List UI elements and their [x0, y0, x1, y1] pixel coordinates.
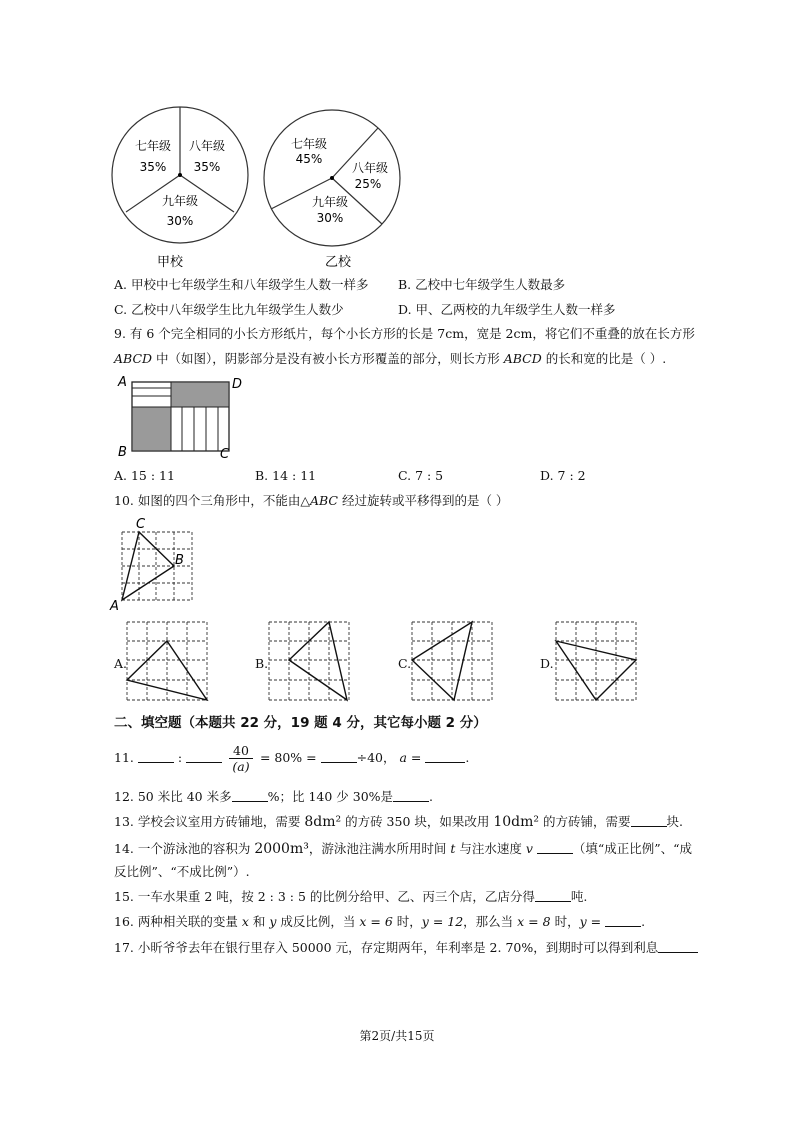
q17-blank[interactable]: [658, 940, 698, 953]
q11-fraction: [229, 743, 253, 775]
q16-c2: y = 12: [421, 914, 464, 929]
q13-p4: 块.: [666, 814, 683, 829]
q16-c3: x = 8: [517, 914, 551, 929]
q9-abcd-1: ABCD: [114, 351, 153, 366]
q10-option-a-label: A.: [114, 656, 128, 671]
pie-yi-value-9: 30%: [316, 211, 344, 225]
q10-option-b-label: B.: [255, 656, 269, 671]
q10-option-c-figure: [410, 620, 494, 702]
q16-c1: x = 6: [359, 914, 393, 929]
q10-option-c-label: C.: [398, 656, 412, 671]
q16-blank[interactable]: [605, 914, 641, 927]
q14-v: v: [525, 841, 533, 856]
q15-p1: 15. 一车水果重 2 吨，按 2 : 3 : 5 的比例分给甲、乙、丙三个店，乙店分得: [114, 889, 535, 904]
q12-p1: 12. 50 米比 40 米多: [114, 789, 232, 804]
q11-end: .: [465, 750, 470, 765]
q10-label-a: A: [110, 599, 119, 612]
pie-yi-label-8: 八年级: [351, 161, 389, 175]
q10-label-b: B: [175, 553, 184, 568]
pie-charts: [0, 0, 794, 275]
q9-tail: 的长和宽的比是（ ）.: [541, 351, 667, 366]
pie-jia-value-7: 35%: [139, 160, 167, 174]
q12-blank-1[interactable]: [232, 789, 268, 802]
q13: [114, 814, 683, 830]
q9-option-c: C. 7 : 5: [398, 468, 444, 483]
q13-p3: 的方砖铺，需要: [539, 814, 631, 829]
pie-jia-value-9: 30%: [166, 214, 194, 228]
q16-p4: 时，: [392, 914, 422, 929]
q10-option-b-figure: [267, 620, 351, 702]
q10-triangle: △ABC: [300, 493, 338, 508]
q11-frac-den: (a): [232, 758, 250, 774]
q9-text-line1: 9. 有 6 个完全相同的小长方形纸片，每个小长方形的长是 7cm，宽是 2cm，将它们不重叠的放在长方形: [114, 326, 695, 341]
q13-v1: 8dm²: [304, 814, 342, 830]
q12: [114, 789, 433, 805]
q9-abcd-2: ABCD: [503, 351, 542, 366]
q8-option-b: B. 乙校中七年级学生人数最多: [398, 277, 566, 292]
q16: [114, 914, 645, 930]
pie-jia-value-8: 35%: [193, 160, 221, 174]
pie-yi-label-9: 九年级: [311, 195, 349, 209]
q11-div: ÷40，: [356, 750, 396, 765]
q11-blank-2[interactable]: [186, 750, 222, 763]
q15-blank[interactable]: [535, 889, 571, 902]
q16-p1: 16. 两种相关联的变量: [114, 914, 242, 929]
q9-label-b: B: [118, 445, 127, 460]
q10-original-triangle: [108, 512, 208, 612]
pie-jia-label-7: 七年级: [134, 139, 172, 153]
section-2-title: 二、填空题（本题共 22 分，19 题 4 分，其它每小题 2 分）: [114, 715, 487, 731]
q11-a-eq: a =: [399, 750, 422, 765]
q9-rectangle-figure: [112, 372, 252, 462]
pie-yi-title: 乙校: [324, 255, 352, 270]
q9-text-line2: [114, 351, 666, 367]
q9-option-b: B. 14 : 11: [255, 468, 317, 483]
q9-option-a: A. 15 : 11: [114, 468, 175, 483]
q11-colon: :: [177, 750, 183, 765]
q10-head: 10. 如图的四个三角形中，不能由: [114, 493, 301, 508]
pie-jia: [112, 107, 248, 270]
pie-yi-label-7: 七年级: [290, 137, 328, 151]
q11-blank-4[interactable]: [425, 750, 465, 763]
q13-p1: 13. 学校会议室用方砖铺地，需要: [114, 814, 305, 829]
q9-label-c: C: [220, 447, 230, 462]
q16-p7: .: [641, 914, 646, 929]
q16-p3: 成反比例，当: [276, 914, 360, 929]
q11: [114, 738, 469, 778]
q13-p2: 的方砖 350 块，如果改用: [341, 814, 494, 829]
q16-p6: 时，: [550, 914, 580, 929]
q14-blank[interactable]: [537, 841, 573, 854]
q16-x: x: [241, 914, 249, 929]
q10-option-a-figure: [125, 620, 209, 702]
q14-p3: 与注水速度: [455, 841, 526, 856]
q16-c4: y =: [579, 914, 602, 929]
q14-line2: 反比例”、“不成比例”）.: [114, 864, 250, 879]
q14-p2: ，游泳池注满水所用时间: [308, 841, 451, 856]
q9-label-a: A: [118, 375, 127, 390]
q17-p1: 17. 小昕爷爷去年在银行里存入 50000 元，存定期两年，年利率是 2. 70%，到期时可以得到利息: [114, 940, 659, 955]
page-footer: 第2页/共15页: [359, 1029, 435, 1043]
q8-option-c: C. 乙校中八年级学生比九年级学生人数少: [114, 302, 344, 317]
q10-option-d-figure: [554, 620, 638, 702]
q14-t: t: [450, 841, 456, 856]
q14-v1: 2000m³: [254, 841, 309, 857]
pie-jia-title: 甲校: [156, 255, 184, 270]
q8-option-d: D. 甲、乙两校的九年级学生人数一样多: [398, 302, 616, 317]
q10-tail: 经过旋转或平移得到的是（ ）: [337, 493, 509, 508]
q15-p2: 吨.: [570, 889, 588, 904]
q11-frac-num: 40: [229, 743, 253, 759]
q12-p2: %；比 140 少 30%是: [267, 789, 394, 804]
q11-blank-3[interactable]: [321, 750, 357, 763]
pie-jia-label-9: 九年级: [161, 194, 199, 208]
q11-eq: = 80% =: [259, 750, 317, 765]
q9-option-d: D. 7 : 2: [540, 468, 586, 483]
pie-yi-value-7: 45%: [295, 152, 323, 166]
pie-yi-value-8: 25%: [354, 177, 382, 191]
q9-mid: 中（如图），阴影部分是没有被小长方形覆盖的部分，则长方形: [152, 351, 504, 366]
q12-p3: .: [429, 789, 434, 804]
q14-line1: [114, 841, 692, 857]
q11-num: 11.: [114, 750, 134, 765]
q16-p5: ，那么当: [463, 914, 518, 929]
q11-blank-1[interactable]: [138, 750, 174, 763]
q17: [114, 940, 698, 956]
q14-p1: 14. 一个游泳池的容积为: [114, 841, 255, 856]
q10-label-c: C: [136, 517, 146, 532]
q12-blank-2[interactable]: [393, 789, 429, 802]
q10-option-d-label: D.: [540, 656, 554, 671]
q9-label-d: D: [232, 377, 243, 392]
q15: [114, 889, 587, 905]
q13-blank[interactable]: [631, 814, 667, 827]
q14-p4: （填“成正比例”、“成: [572, 841, 693, 856]
q16-y: y: [269, 914, 277, 929]
q10-text: [114, 493, 508, 509]
q13-v2: 10dm²: [493, 814, 540, 830]
pie-yi: [264, 110, 400, 270]
q16-p2: 和: [248, 914, 270, 929]
q8-option-a: A. 甲校中七年级学生和八年级学生人数一样多: [114, 277, 369, 292]
pie-jia-label-8: 八年级: [188, 139, 226, 153]
